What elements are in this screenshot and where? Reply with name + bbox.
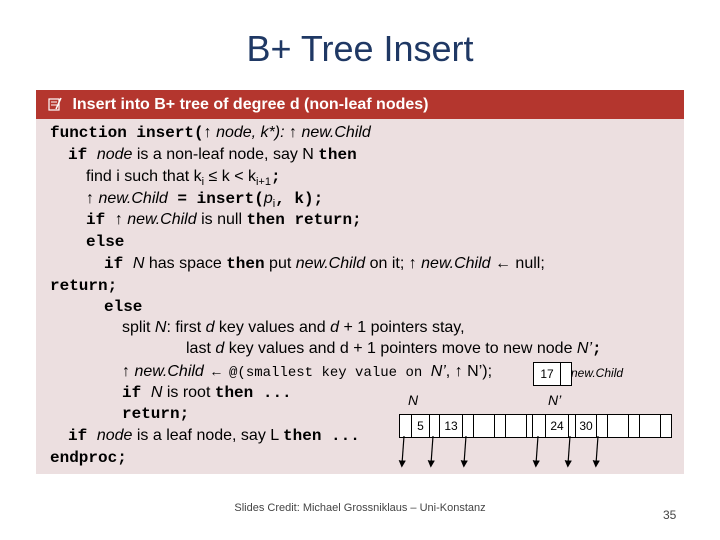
pencil-icon: [48, 97, 62, 111]
code-line-1: function insert(↑ node, k*): ↑ new.Child: [50, 124, 371, 142]
slide-footer: Slides Credit: Michael Grossniklaus – Uni-Konstanz: [234, 502, 486, 514]
pointer-arrow: [402, 436, 404, 464]
pointer-arrow: [464, 436, 466, 464]
page-number: 35: [663, 508, 677, 522]
new-child-node: [533, 362, 572, 386]
code-line-5: if ↑ new.Child is null then return;: [86, 211, 362, 229]
pointer-arrow: [536, 436, 538, 464]
new-child-key: 17: [534, 363, 561, 385]
new-child-pointer: [561, 363, 571, 385]
new-child-label: new.Child: [571, 366, 624, 380]
code-line-8: return;: [50, 277, 118, 295]
pointer-arrows: [380, 430, 680, 470]
pointer-arrow: [568, 436, 570, 464]
code-line-2: if node is a non-leaf node, say N then: [68, 146, 357, 164]
code-line-11: last d key values and d + 1 pointers move to new node N’;: [186, 340, 602, 358]
code-line-3: find i such that $k_i \le k < k_{i+1}$;: [86, 168, 281, 189]
node-n-key: 13: [440, 415, 463, 437]
code-line-7: if N has space then put new.Child on it; ↑ new.Child ← null;: [104, 255, 545, 273]
code-line-9: else: [104, 298, 143, 316]
code-box-header: [36, 90, 684, 119]
node-n2-key: 30: [576, 415, 597, 437]
pointer-arrow: [596, 436, 598, 464]
code-line-14: return;: [122, 405, 190, 423]
code-line-16: endproc;: [50, 449, 127, 467]
node-n2-key: 24: [546, 415, 569, 437]
header-text: Insert into B+ tree of degree d (non-leaf nodes): [72, 96, 429, 113]
code-line-15: if node is a leaf node, say L then ...: [68, 427, 360, 445]
node-n2-label: N’: [548, 392, 562, 408]
code-line-6: else: [86, 233, 125, 251]
node-n-label: N: [408, 392, 419, 408]
slide-title: B+ Tree Insert: [246, 28, 474, 69]
code-line-12: ↑ new.Child ← @(smallest key value on N’, ↑ N’);: [122, 363, 493, 381]
node-n-key: 5: [412, 415, 430, 437]
pointer-arrow: [431, 436, 433, 464]
code-line-10: split N: first d key values and d + 1 pointers stay,: [122, 319, 465, 336]
code-line-4: ↑ new.Child = $insert(p_i$, k);: [86, 190, 324, 211]
code-line-13: if N is root then ...: [122, 384, 292, 402]
